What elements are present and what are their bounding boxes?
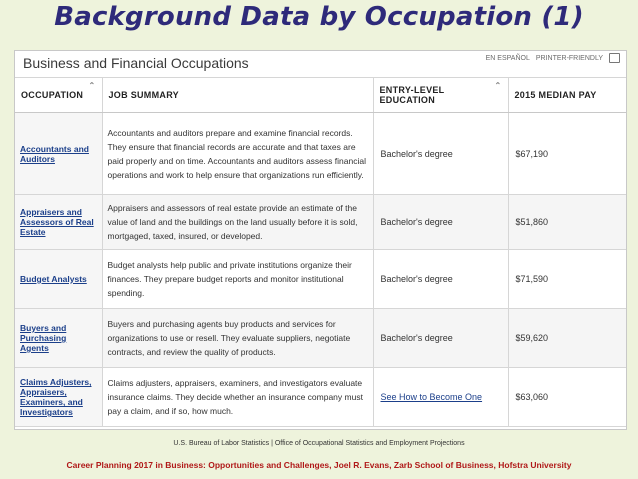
column-header-occupation[interactable]: OCCUPATION ⌃ xyxy=(15,78,102,113)
occupation-link[interactable]: Budget Analysts xyxy=(20,274,87,284)
median-pay-cell: $51,860 xyxy=(508,195,626,250)
table-row xyxy=(15,368,626,427)
education-cell: Bachelor's degree xyxy=(373,309,508,368)
page-header xyxy=(15,51,626,78)
how-to-become-one-link[interactable]: See How to Become One xyxy=(380,392,483,402)
table-row xyxy=(15,113,626,195)
median-pay-cell: $63,060 xyxy=(508,368,626,427)
column-header-median-pay[interactable]: 2015 MEDIAN PAY xyxy=(508,78,626,113)
job-summary-cell: Accountants and auditors prepare and examine financial records. They ensure that financial records are accurate and that taxes are paid properly and on time. Accountants and auditors assess financial operations and work to help ensure that organizations run efficiently. xyxy=(102,113,373,195)
occupation-cell xyxy=(15,250,102,309)
education-cell xyxy=(373,368,508,427)
median-pay-cell: $71,590 xyxy=(508,250,626,309)
espanol-link[interactable]: EN ESPAÑOL xyxy=(485,54,530,62)
job-summary-cell: Appraisers and assessors of real estate provide an estimate of the value of land and the buildings on the land usually before it is sold, mortgaged, taxed, insured, or developed. xyxy=(102,195,373,250)
job-summary-cell: Buyers and purchasing agents buy products and services for organizations to use or resell. They evaluate suppliers, negotiate contracts, and review the quality of products. xyxy=(102,309,373,368)
job-summary-cell: Budget analysts help public and private institutions organize their finances. They prepare budget reports and monitor institutional spending. xyxy=(102,250,373,309)
table-header-row xyxy=(15,78,626,113)
median-pay-cell: $59,620 xyxy=(508,309,626,368)
occupation-table-screenshot xyxy=(14,50,627,430)
occupation-cell xyxy=(15,195,102,250)
occupation-cell xyxy=(15,368,102,427)
table-row xyxy=(15,195,626,250)
job-summary-cell: Claims adjusters, appraisers, examiners, and investigators evaluate insurance claims. They decide whether an insurance company must pay a claim, and if so, how much. xyxy=(102,368,373,427)
median-pay-cell: $67,190 xyxy=(508,113,626,195)
printer-friendly-link[interactable]: PRINTER-FRIENDLY xyxy=(535,54,603,62)
printer-icon[interactable] xyxy=(609,53,620,63)
sort-arrow-icon[interactable]: ⌃ xyxy=(88,81,96,90)
education-cell: Bachelor's degree xyxy=(373,195,508,250)
column-header-entry-level-education[interactable]: ENTRY-LEVEL EDUCATION ⌃ xyxy=(373,78,508,113)
occupation-cell xyxy=(15,309,102,368)
table-row xyxy=(15,250,626,309)
occupation-link[interactable]: Appraisers and Assessors of Real Estate xyxy=(20,207,94,237)
slide-title: Background Data by Occupation (1) xyxy=(54,2,584,32)
occupation-cell xyxy=(15,113,102,195)
occupation-link[interactable]: Accountants and Auditors xyxy=(20,143,89,164)
source-note: U.S. Bureau of Labor Statistics | Office of Occupational Statistics and Employment Projections xyxy=(173,440,465,447)
credit-footer: Career Planning 2017 in Business: Opportunities and Challenges, Joel R. Evans, Zarb School of Business, Hofstra University xyxy=(66,460,572,470)
page-title: Business and Financial Occupations xyxy=(23,55,249,71)
column-header-job-summary: JOB SUMMARY xyxy=(102,78,373,113)
education-cell: Bachelor's degree xyxy=(373,250,508,309)
occupation-link[interactable]: Buyers and Purchasing Agents xyxy=(20,323,67,353)
education-cell: Bachelor's degree xyxy=(373,113,508,195)
occupation-link[interactable]: Claims Adjusters, Appraisers, Examiners, and Investigators xyxy=(20,377,92,417)
table-row xyxy=(15,309,626,368)
sort-arrow-icon[interactable]: ⌃ xyxy=(494,81,502,90)
occupation-table xyxy=(15,78,626,427)
header-links xyxy=(486,53,620,63)
